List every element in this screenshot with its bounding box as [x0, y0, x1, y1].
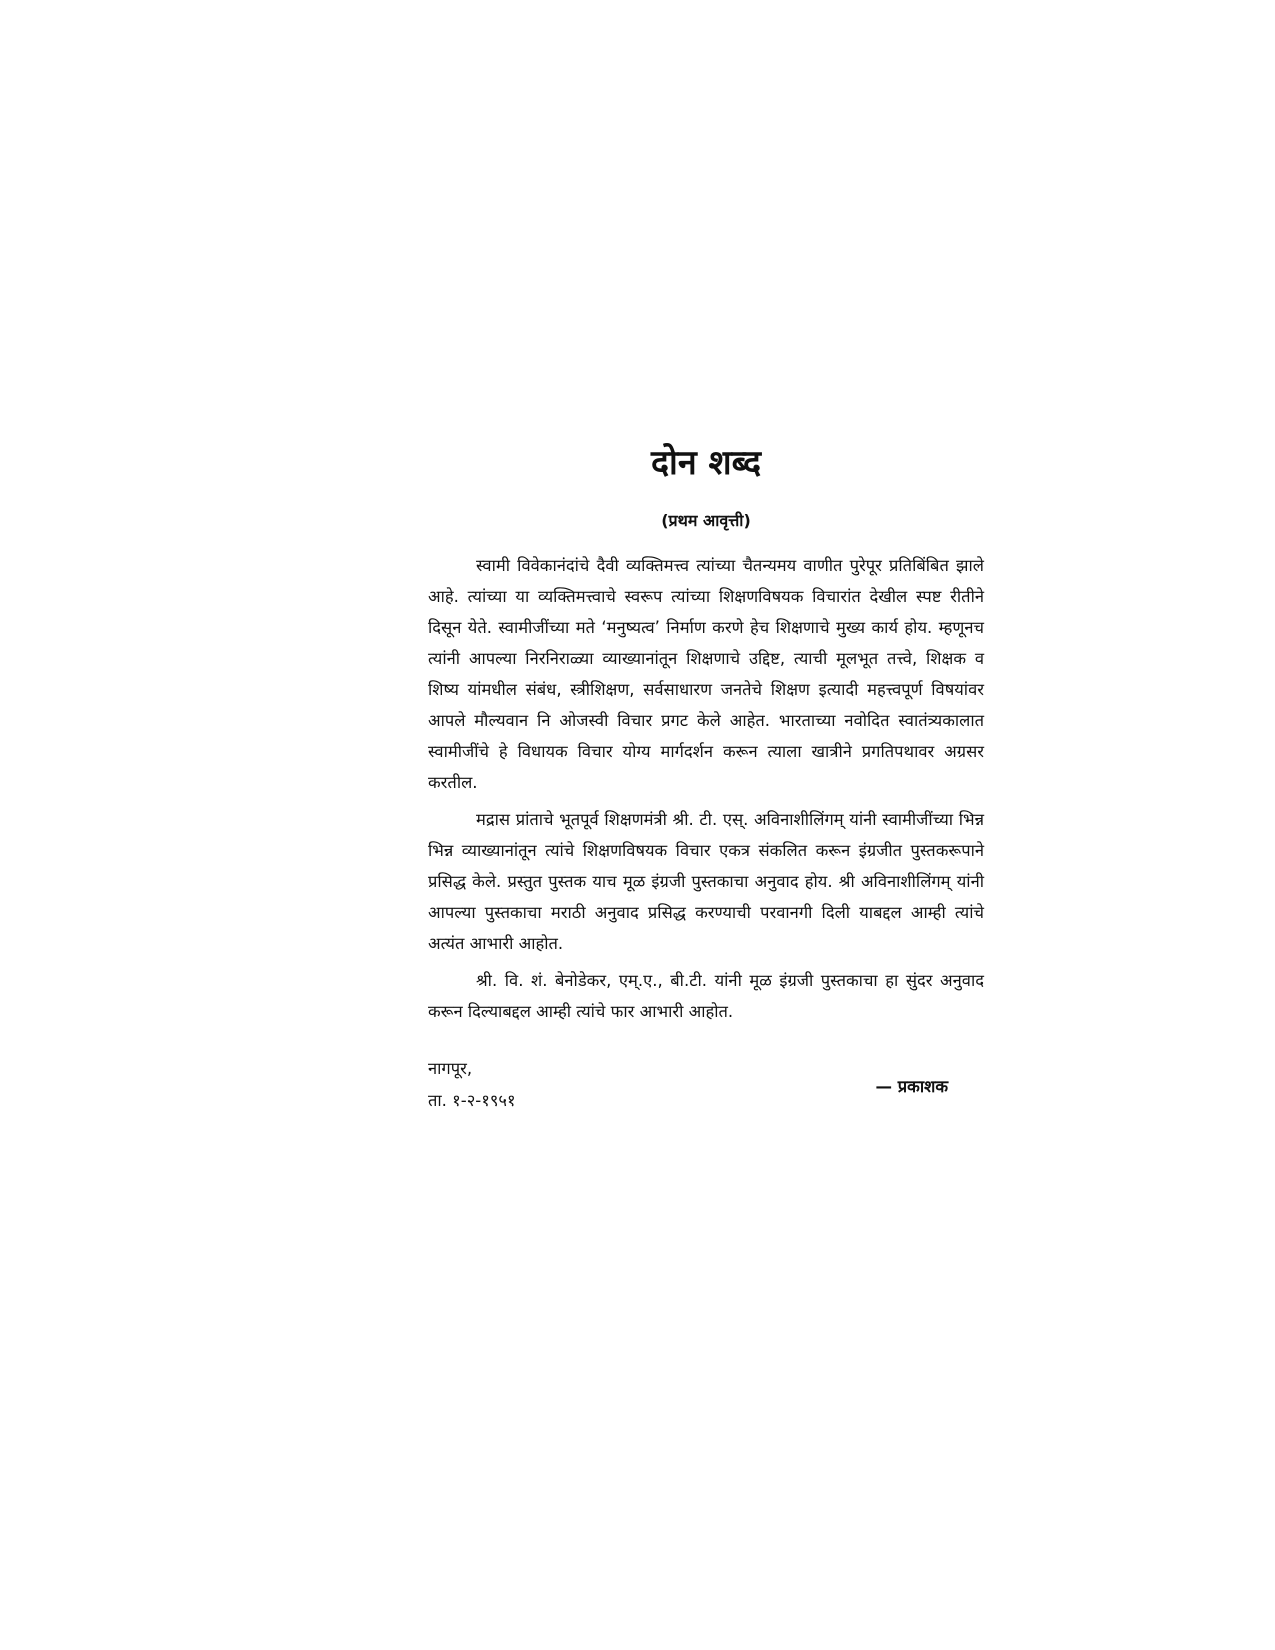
- paragraph-1: स्वामी विवेकानंदांचे दैवी व्यक्तिमत्त्व त्यांच्या चैतन्यमय वाणीत पुरेपूर प्रतिबिंबित झाले आहे. त्यांच्या या व्यक्तिमत्त्वाचे स्वरूप त्यांच्या शिक्षणविषयक विचारांत देखील स्पष्ट रीतीने दिसून येते. स्वामीजींच्या मते ‘मनुष्यत्व’ निर्माण करणे हेच शिक्षणाचे मुख्य कार्य होय. म्हणूनच त्यांनी आपल्या निरनिराळ्या व्याख्यानांतून शिक्षणाचे उद्दिष्ट, त्याची मूलभूत तत्त्वे, शिक्षक व शिष्य यांमधील संबंध, स्त्रीशिक्षण, सर्वसाधारण जनतेचे शिक्षण इत्यादी महत्त्वपूर्ण विषयांवर आपले मौल्यवान नि ओजस्वी विचार प्रगट केले आहेत. भारताच्या नवोदित स्वातंत्र्यकालात स्वामीजींचे हे विधायक विचार योग्य मार्गदर्शन करून त्याला खात्रीने प्रगतिपथावर अग्रसर करतील.: [428, 556, 984, 792]
- place-text: नागपूर,: [428, 1059, 473, 1078]
- edition-subtitle: (प्रथम आवृत्ती): [661, 511, 751, 530]
- date-text: ता. १-२-१९५१: [428, 1091, 516, 1110]
- signature-block: [428, 1053, 984, 1133]
- preface-content: [428, 440, 984, 1133]
- paragraph-3: श्री. वि. शं. बेनोडेकर, एम्.ए., बी.टी. यांनी मूळ इंग्रजी पुस्तकाचा हा सुंदर अनुवाद करून दिल्याबद्दल आम्ही त्यांचे फार आभारी आहोत.: [428, 971, 984, 1021]
- paragraph-2: मद्रास प्रांताचे भूतपूर्व शिक्षणमंत्री श्री. टी. एस्. अविनाशीलिंगम् यांनी स्वामीजींच्या भिन्न भिन्न व्याख्यानांतून त्यांचे शिक्षणविषयक विचार एकत्र संकलित करून इंग्रजीत पुस्तकरूपाने प्रसिद्ध केले. प्रस्तुत पुस्तक याच मूळ इंग्रजी पुस्तकाचा अनुवाद होय. श्री अविनाशीलिंगम् यांनी आपल्या पुस्तकाचा मराठी अनुवाद प्रसिद्ध करण्याची परवानगी दिली याबद्दल आम्ही त्यांचे अत्यंत आभारी आहोत.: [428, 810, 984, 953]
- page-title: दोन शब्द: [650, 443, 762, 483]
- publisher-signature: — प्रकाशक: [875, 1077, 948, 1096]
